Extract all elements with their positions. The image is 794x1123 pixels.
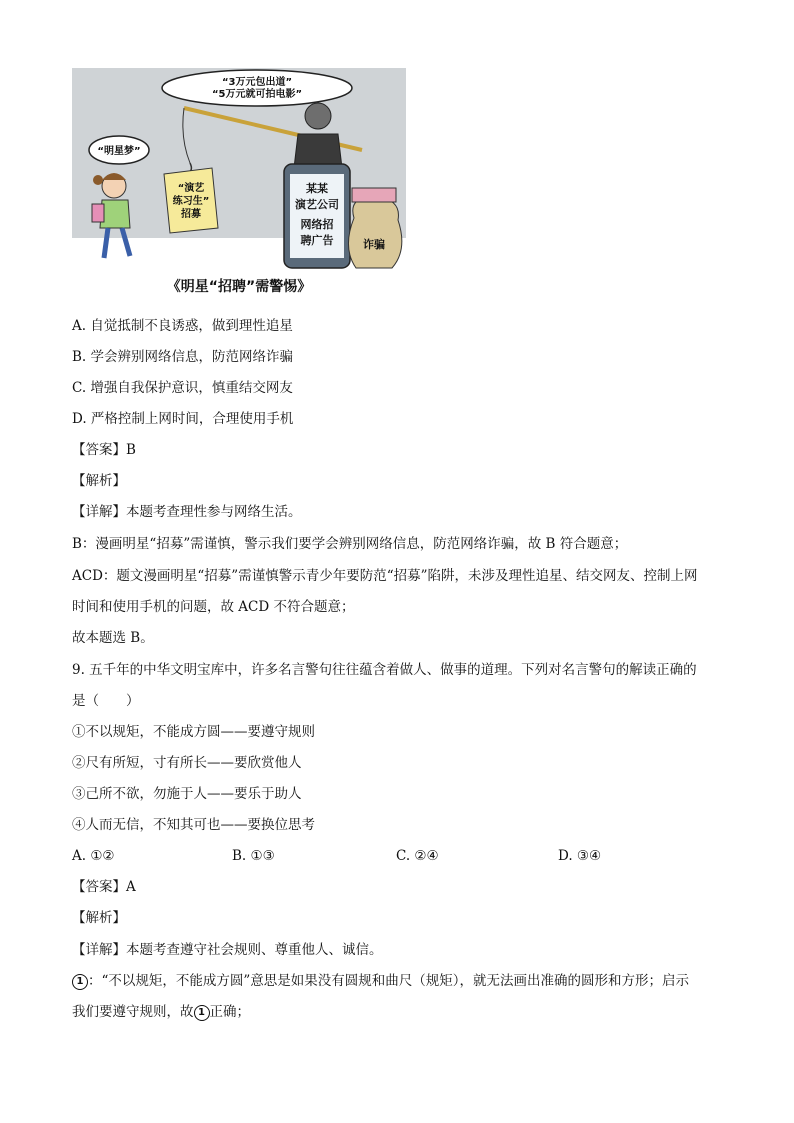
- bait-line2: 练习生”: [172, 196, 210, 207]
- q8-conclusion: 故本题选 B。: [72, 630, 154, 646]
- phone-line1: 某某: [306, 182, 328, 195]
- phone-line4: 聘广告: [300, 234, 334, 247]
- q9-item-2: ②尺有所短，寸有所长——要欣赏他人: [72, 755, 302, 771]
- q9-option-b: B. ①③: [232, 848, 275, 864]
- q8-para-b: B：漫画明星“招募”需谨慎，警示我们要学会辨别网络信息，防范网络诈骗，故 B 符合题意；: [72, 536, 628, 552]
- answer-tag: 【答案】: [72, 879, 126, 895]
- q8-para-acd-2: 时间和使用手机的问题，故 ACD 不符合题意；: [72, 599, 355, 615]
- phone-line2: 演艺公司: [295, 198, 339, 211]
- q9-option-a: A. ①②: [72, 848, 115, 864]
- q8-option-c: C. 增强自我保护意识，慎重结交网友: [72, 380, 293, 396]
- cartoon-caption: 《明星“招聘”需警惕》: [166, 279, 312, 295]
- q8-answer: [72, 440, 136, 460]
- bag-text: 诈骗: [363, 238, 385, 251]
- para1-text-c: 正确；: [209, 1004, 250, 1020]
- bubble-line2: “5万元就可拍电影”: [211, 89, 303, 100]
- q8-detail: [72, 502, 302, 522]
- q9-option-d: D. ③④: [558, 848, 602, 864]
- q9-item-4: ④人而无信，不知其可也——要换位思考: [72, 817, 315, 833]
- answer-value: B: [126, 442, 136, 458]
- para1-text-a: ：“不以规矩，不能成方圆”意思是如果没有圆规和曲尺（规矩），就无法画出准确的圆形和方形；启示: [88, 973, 690, 989]
- answer-tag: 【答案】: [72, 442, 126, 458]
- q8-analysis-tag: 【解析】: [72, 473, 126, 489]
- q8-option-d: D. 严格控制上网时间，合理使用手机: [72, 411, 294, 427]
- circled-number-1: 1: [72, 974, 88, 990]
- q9-para1-line1: [72, 971, 689, 991]
- bubble-line1: “3万元包出道”: [221, 77, 293, 88]
- dream-text: “明星梦”: [97, 146, 141, 157]
- circled-number-1: 1: [194, 1005, 210, 1021]
- q9-detail: [72, 940, 383, 960]
- q8-option-a: A. 自觉抵制不良诱惑，做到理性追星: [72, 318, 293, 334]
- q9-option-c: C. ②④: [396, 848, 439, 864]
- bait-line1: “演艺: [177, 183, 205, 194]
- q8-para-acd-1: ACD：题文漫画明星“招募”需谨慎警示青少年要防范“招募”陷阱，未涉及理性追星、结交网友、控制上网: [72, 568, 698, 584]
- q9-stem-2: 是（ ）: [72, 693, 140, 709]
- detail-tag: 【详解】: [72, 504, 126, 520]
- detail-tag: 【详解】: [72, 942, 126, 958]
- answer-value: A: [126, 879, 136, 895]
- bait-line3: 招募: [181, 209, 201, 220]
- q9-answer: [72, 877, 136, 897]
- detail-text: 本题考查理性参与网络生活。: [126, 504, 302, 520]
- q9-analysis-tag: 【解析】: [72, 910, 126, 926]
- q8-option-b: B. 学会辨别网络信息，防范网络诈骗: [72, 349, 294, 365]
- q9-item-1: ①不以规矩，不能成方圆——要遵守规则: [72, 724, 315, 740]
- q9-stem-1: 9. 五千年的中华文明宝库中，许多名言警句往往蕴含着做人、做事的道理。下列对名言警句的解读正确的: [72, 662, 697, 678]
- q9-item-3: ③己所不欲，勿施于人——要乐于助人: [72, 786, 302, 802]
- cartoon-illustration: [72, 68, 406, 276]
- q9-para1-line2: [72, 1002, 250, 1022]
- detail-text: 本题考查遵守社会规则、尊重他人、诚信。: [126, 942, 383, 958]
- phone-line3: 网络招: [300, 218, 334, 231]
- para1-text-b: 我们要遵守规则，故: [72, 1004, 194, 1020]
